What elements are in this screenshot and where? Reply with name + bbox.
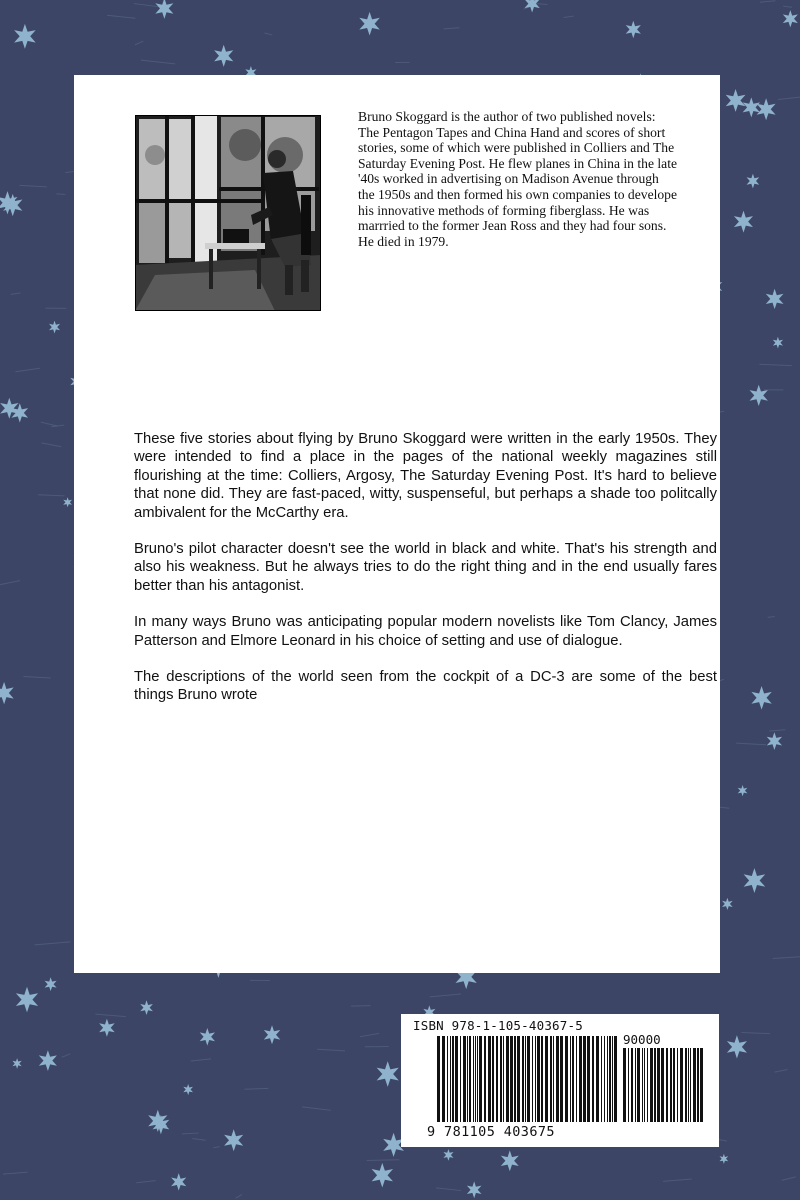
texture-scratch (20, 185, 47, 187)
texture-scratch (191, 1059, 211, 1061)
description-paragraph-2: Bruno's pilot character doesn't see the world in black and white. That's his strength and also his weakness. But he always tries to do the right thing and in the end usually fares better than his antagonist. (134, 541, 717, 594)
barcode-bar (666, 1048, 668, 1122)
barcode-bar (496, 1036, 498, 1122)
barcode-bar (688, 1048, 689, 1122)
texture-scratch (760, 1, 775, 2)
star-icon (39, 1050, 57, 1071)
texture-scratch (0, 581, 20, 585)
barcode-bar (447, 1036, 448, 1122)
barcode-bar (596, 1036, 599, 1122)
barcode-bar (601, 1036, 602, 1122)
star-icon (726, 89, 746, 112)
barcode-bar (587, 1036, 590, 1122)
barcode-bar (635, 1048, 636, 1122)
texture-scratch (236, 1194, 242, 1198)
book-description (134, 430, 717, 723)
texture-scratch (264, 33, 272, 35)
star-icon (214, 45, 233, 67)
barcode-bar (473, 1036, 474, 1122)
barcode-bar (576, 1036, 577, 1122)
texture-scratch (360, 1033, 379, 1036)
barcode-bar (657, 1048, 660, 1122)
texture-scratch (41, 422, 57, 426)
description-paragraph-4: The descriptions of the world seen from the cockpit of a DC-3 are some of the best things Bruno wrote (134, 669, 717, 704)
author-bio-text: Bruno Skoggard is the author of two published novels: The Pentagon Tapes and China Hand and scores of short stories, some of which were published in Colliers and The Saturday Evening Post. He flew planes in China in the late '40s worked in advertising on Madison Avenue through the 1950s and then formed his own companies to develope his innovative methods of forming fiberglass. He was marrried to the former Jean Ross and they had four sons. He died in 1979. (358, 109, 678, 249)
author-bio (358, 109, 678, 249)
star-icon (49, 321, 60, 334)
barcode-bar (452, 1036, 454, 1122)
barcode-bar (522, 1036, 524, 1122)
texture-scratch (62, 1054, 70, 1057)
star-icon (224, 1129, 243, 1151)
texture-scratch (430, 994, 461, 997)
texture-scratch (782, 1177, 796, 1181)
star-icon (99, 1019, 115, 1037)
star-icon (63, 497, 72, 507)
texture-scratch (444, 28, 460, 29)
texture-scratch (535, 3, 547, 4)
barcode-bar (673, 1048, 675, 1122)
star-icon (751, 686, 771, 710)
texture-scratch (96, 1014, 126, 1016)
texture-scratch (192, 1138, 205, 1140)
price-code: 90000 (623, 1032, 661, 1047)
texture-scratch (15, 368, 39, 371)
texture-scratch (783, 6, 792, 7)
barcode-bar (469, 1036, 471, 1122)
barcode-bar (579, 1036, 582, 1122)
star-icon (12, 1058, 21, 1069)
star-icon (16, 987, 38, 1013)
text-panel (74, 75, 720, 973)
texture-scratch (367, 1160, 400, 1161)
barcode-bar (644, 1048, 645, 1122)
star-icon (738, 785, 748, 796)
ean-barcode-bars (437, 1036, 617, 1136)
texture-scratch (302, 1107, 331, 1110)
barcode-bar (479, 1036, 482, 1122)
texture-scratch (244, 1088, 268, 1089)
texture-scratch (436, 1188, 461, 1191)
star-icon (757, 98, 776, 120)
texture-scratch (769, 730, 785, 731)
star-icon (626, 21, 641, 39)
barcode-bar (572, 1036, 574, 1122)
texture-scratch (213, 1147, 219, 1148)
barcode-bar (541, 1036, 543, 1122)
barcode-bar (583, 1036, 586, 1122)
barcode-bar (690, 1048, 691, 1122)
star-icon (766, 289, 784, 309)
texture-scratch (11, 293, 21, 294)
star-icon (501, 1150, 519, 1171)
texture-scratch (564, 16, 574, 17)
star-icon (200, 1028, 215, 1046)
barcode-bar (537, 1036, 540, 1122)
texture-scratch (778, 96, 800, 99)
barcode-bar (545, 1036, 548, 1122)
star-icon (171, 1173, 186, 1191)
texture-scratch (38, 495, 64, 496)
texture-scratch (41, 443, 61, 447)
texture-scratch (56, 194, 65, 195)
barcode-bar (685, 1048, 687, 1122)
texture-scratch (135, 41, 143, 45)
barcode-bar (532, 1036, 533, 1122)
texture-scratch (35, 942, 71, 945)
barcode-bar (612, 1036, 613, 1122)
barcode-bar (525, 1036, 526, 1122)
barcode-bar (506, 1036, 509, 1122)
barcode-bar (607, 1036, 608, 1122)
star-icon (155, 0, 173, 19)
star-icon (0, 682, 14, 704)
texture-scratch (773, 956, 800, 958)
isbn-barcode (401, 1014, 719, 1147)
star-icon (140, 1000, 153, 1015)
star-icon (747, 174, 760, 189)
star-icon (734, 211, 753, 233)
barcode-bar (488, 1036, 491, 1122)
texture-scratch (182, 1133, 199, 1134)
barcode-bar (475, 1036, 476, 1122)
barcode-bar (647, 1048, 648, 1122)
barcode-bar (700, 1048, 703, 1122)
star-icon (750, 385, 768, 406)
barcode-bar (460, 1036, 461, 1122)
star-icon (467, 1181, 482, 1198)
author-at-typewriter-photo-icon (135, 115, 321, 311)
barcode-bar (604, 1036, 605, 1122)
barcode-bar (654, 1048, 656, 1122)
barcode-bar (556, 1036, 559, 1122)
description-paragraph-3: In many ways Bruno was anticipating popular modern novelists like Tom Clancy, James Patterson and Elmore Leonard in his choice of setting and use of dialogue. (134, 614, 717, 649)
star-icon (443, 1149, 453, 1161)
texture-scratch (759, 364, 791, 365)
texture-scratch (24, 677, 51, 679)
barcode-bar (455, 1036, 458, 1122)
texture-scratch (3, 1172, 28, 1174)
barcode-bar (500, 1036, 502, 1122)
barcode-bar (437, 1036, 440, 1122)
star-icon (14, 24, 36, 49)
barcode-bar (514, 1036, 516, 1122)
ean-digits: 9 781105 403675 (427, 1124, 555, 1140)
barcode-bar (661, 1048, 664, 1122)
barcode-bar (592, 1036, 594, 1122)
description-paragraph-1: These five stories about flying by Bruno Skoggard were written in the early 1950s. They were intended to find a place in the pages of the national weekly magazines still flourishing at the time: Colliers, Argosy, The Saturday Evening Post. It's hard to believe that none did. They are fast-paced, witty, suspenseful, but perhaps a shade too politcally ambivalent for the McCarthy era. (134, 431, 717, 521)
star-icon (377, 1061, 399, 1087)
barcode-bar (565, 1036, 568, 1122)
texture-scratch (741, 1032, 769, 1033)
barcode-bar (650, 1048, 653, 1122)
barcode-bar (614, 1036, 617, 1122)
star-icon (525, 0, 540, 13)
star-icon (773, 337, 783, 349)
star-icon (183, 1084, 193, 1095)
barcode-bar (637, 1048, 640, 1122)
barcode-bar (680, 1048, 683, 1122)
barcode-bar (693, 1048, 696, 1122)
barcode-bar (623, 1048, 626, 1122)
barcode-bar (450, 1036, 451, 1122)
texture-scratch (141, 60, 175, 64)
barcode-bar (631, 1048, 633, 1122)
barcode-bar (642, 1048, 643, 1122)
star-icon (722, 898, 733, 910)
star-icon (372, 1163, 393, 1188)
price-barcode-bars (623, 1048, 705, 1124)
star-icon (720, 1154, 729, 1164)
texture-scratch (663, 1179, 692, 1181)
texture-scratch (136, 1181, 155, 1183)
barcode-bar (503, 1036, 504, 1122)
barcode-bar (484, 1036, 486, 1122)
texture-scratch (775, 1070, 788, 1073)
barcode-bar (463, 1036, 466, 1122)
star-icon (727, 1035, 747, 1058)
star-icon (744, 868, 766, 893)
star-icon (783, 10, 798, 27)
barcode-bar (535, 1036, 536, 1122)
barcode-bar (609, 1036, 611, 1122)
texture-scratch (768, 616, 775, 617)
texture-scratch (317, 1049, 345, 1051)
isbn-label: ISBN 978-1-105-40367-5 (413, 1018, 583, 1033)
star-icon (264, 1025, 281, 1044)
barcode-bar (477, 1036, 478, 1122)
barcode-bar (697, 1048, 699, 1122)
texture-scratch (736, 743, 766, 745)
barcode-bar (442, 1036, 445, 1122)
barcode-bar (677, 1048, 678, 1122)
barcode-bar (467, 1036, 468, 1122)
barcode-bar (670, 1048, 672, 1122)
barcode-bar (560, 1036, 563, 1122)
barcode-bar (628, 1048, 629, 1122)
star-icon (45, 977, 57, 991)
barcode-bar (553, 1036, 554, 1122)
texture-scratch (107, 15, 135, 18)
barcode-bar (517, 1036, 520, 1122)
barcode-bar (510, 1036, 513, 1122)
barcode-bar (550, 1036, 552, 1122)
star-icon (767, 732, 782, 750)
barcode-bar (527, 1036, 530, 1122)
author-photo (135, 115, 321, 311)
star-icon (359, 12, 380, 36)
barcode-bar (492, 1036, 494, 1122)
barcode-bar (570, 1036, 571, 1122)
